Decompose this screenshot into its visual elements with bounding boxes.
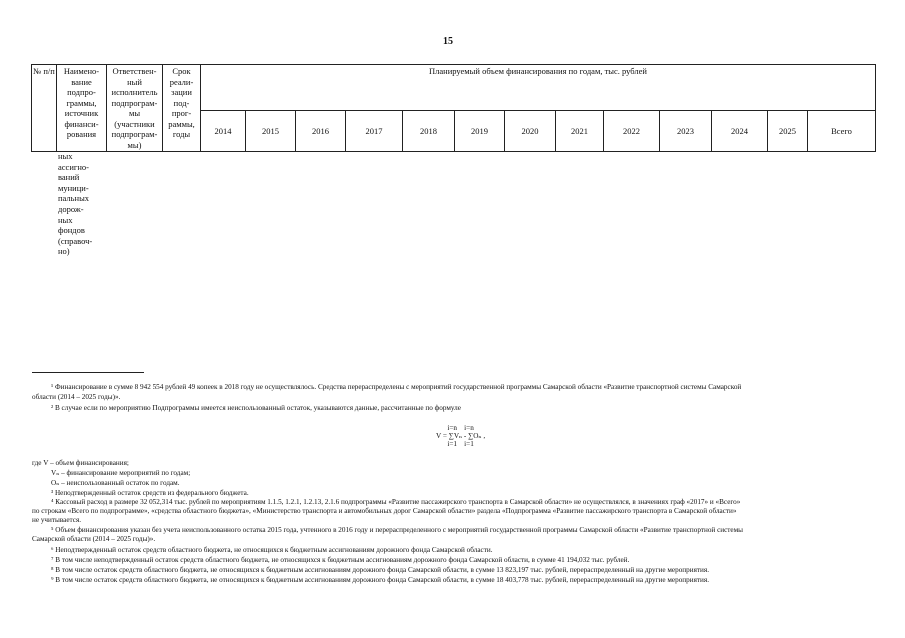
footnote-divider [32, 372, 144, 373]
footnote-4: ⁴ Кассовый расход в размере 32 052,314 тыс. рублей по мероприятиям 1.1.5, 1.2.1, 1.2.13, 2.1.6 подпрограммы «Развитие пассажирского транспорта в Самарской области» не осуществлялся, в значениях граф «2017» и «Всего» [51, 498, 741, 506]
footnote-7: ⁷ В том числе неподтвержденный остаток средств областного бюджета, не относящихся к бюджетным ассигнованиям дорожного фонда Самарской области, в сумме 41 194,032 тыс. рублей. [51, 556, 630, 564]
footnote-1: ¹ Финансирование в сумме 8 942 554 рублей 49 копеек в 2018 году не осуществлялось. Средства перераспределены с мероприятий государственной программы Самарской области «Развитие транспортной системы Самарской [51, 383, 742, 391]
year-header-cell: 2017 [346, 111, 403, 152]
header-name: Наимено-вание подпро-граммы, источник финанси-рования [57, 65, 107, 152]
year-header-cell: 2025 [768, 111, 808, 152]
footnote-9: ⁹ В том числе остаток средств областного бюджета, не относящихся к бюджетным ассигнованиям дорожного фонда Самарской области, в сумме 18 403,778 тыс. рублей, перераспределенный на другие мероприятия. [51, 576, 709, 584]
year-header-cell: 2024 [712, 111, 768, 152]
formula: i=n i=n V = ∑Vₙ - ∑Oₙ , i=1 i=1 [436, 424, 486, 448]
year-header-cell: 2021 [556, 111, 604, 152]
header-number: № п/п [32, 65, 57, 152]
where-line-2: Vₙ – финансирование мероприятий по годам; [51, 469, 191, 477]
footnote-1-cont: области (2014 – 2025 годы)». [32, 393, 121, 401]
year-header-cell: 2018 [403, 111, 455, 152]
footnote-2: ² В случае если по мероприятию Подпрограммы имеется неиспользованный остаток, указываются данные, рассчитанные по формуле [51, 404, 461, 412]
header-planned: Планируемый объем финансирования по годам, тыс. рублей [201, 65, 876, 111]
year-header-cell: 2014 [201, 111, 246, 152]
year-header-cell: 2019 [455, 111, 505, 152]
footnote-4-end: не учитывается. [32, 516, 82, 524]
footnote-3: ³ Неподтвержденный остаток средств из федерального бюджета. [51, 489, 249, 497]
footnote-5-cont: Самарской области (2014 – 2025 годы)». [32, 535, 156, 543]
footnote-5: ⁵ Объем финансирования указан без учета неиспользованного остатка 2015 года, учтенного в 2016 году и перераспределенного с мероприятий государственной программы Самарской области «Развитие транспортной системы [51, 526, 743, 534]
year-header-cell: 2020 [505, 111, 556, 152]
year-header-cell: 2015 [246, 111, 296, 152]
where-line-3: Oₙ – неиспользованный остаток по годам. [51, 479, 180, 487]
financing-table [31, 64, 876, 152]
footnote-8: ⁸ В том числе остаток средств областного бюджета, не относящихся к бюджетным ассигнованиям дорожного фонда Самарской области, в сумме 13 823,197 тыс. рублей, перераспределенный на другие мероприятия. [51, 566, 709, 574]
footnote-6: ⁶ Неподтвержденный остаток средств областного бюджета, не относящихся к бюджетным ассигнованиям дорожного фонда Самарской области. [51, 546, 493, 554]
year-header-cell: 2023 [660, 111, 712, 152]
year-header-cell: Всего [808, 111, 876, 152]
header-row [32, 65, 876, 111]
year-header-cell: 2016 [296, 111, 346, 152]
header-term: Срок реали-зации под-прог-раммы, годы [163, 65, 201, 152]
continued-name-cell: ных ассигно- ваний муници- пальных дорож- ных фондов (справоч- но) [58, 151, 93, 257]
footnote-4-cont: по строкам «Всего по подпрограмме», «средства областного бюджета», «Министерство транспорта и автомобильных дорог Самарской области» раздела «Подпрограмма «Развитие пассажирского транспорта в Самарской области» [32, 507, 737, 515]
year-header-cell: 2022 [604, 111, 660, 152]
page-number: 15 [443, 36, 453, 47]
where-line-1: где V – объем финансирования; [32, 459, 129, 467]
header-executor: Ответствен-ный исполнитель подпрограм-мы (участники подпрограм-мы) [107, 65, 163, 152]
